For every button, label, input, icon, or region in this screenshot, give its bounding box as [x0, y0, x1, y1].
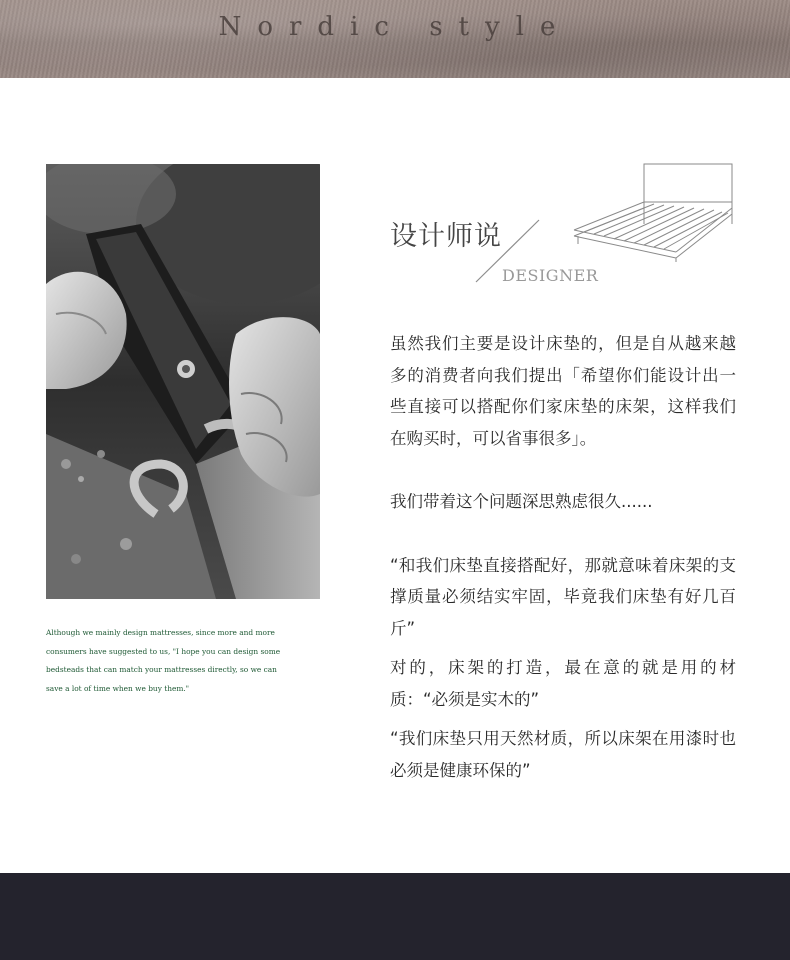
footer-band: [0, 873, 790, 960]
english-caption: Although we mainly design mattresses, since more and more consumers have suggested to us, "I hope you can design some bedsteads that can match your mattresses directly, so we can save a lot of time when we buy them.": [46, 628, 281, 693]
paragraph-thinking: 我们带着这个问题深思熟虑很久......: [390, 492, 653, 511]
woodworking-photo: [46, 164, 320, 599]
banner-title: Nordic style: [218, 12, 572, 42]
designer-body-text: [390, 328, 736, 786]
paragraph-quote-support: “和我们床垫直接搭配好，那就意味着床架的支撑质量必须结实牢固，毕竟我们床垫有好几百斤”: [390, 555, 736, 638]
banner: [0, 0, 790, 78]
woodworking-plane-illustration: [46, 164, 320, 599]
paragraph-intro: 虽然我们主要是设计床垫的，但是自从越来越多的消费者向我们提出「希望你们能设计出一些直接可以搭配你们家床垫的床架，这样我们在购买时，可以省事很多」。: [390, 334, 736, 448]
bed-frame-icon: [572, 162, 736, 264]
designer-heading-cn: 设计师说: [390, 221, 502, 252]
paragraph-material: 对的，床架的打造，最在意的就是用的材质：“必须是实木的”: [390, 658, 736, 709]
paragraph-quote-eco: “我们床垫只用天然材质，所以床架在用漆时也必须是健康环保的”: [390, 729, 736, 780]
designer-heading-en: DESIGNER: [502, 266, 599, 285]
